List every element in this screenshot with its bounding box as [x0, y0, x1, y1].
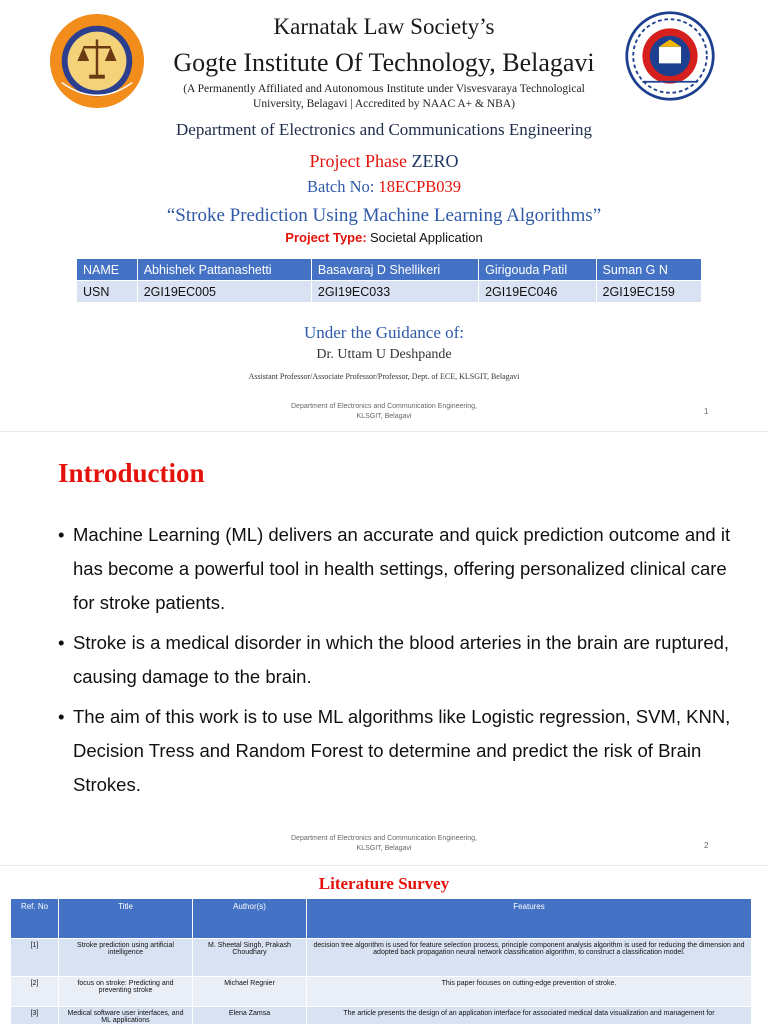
guidance-label: Under the Guidance of: — [303, 323, 465, 342]
slide-heading: Literature Survey — [318, 874, 450, 893]
bullet-icon: • — [58, 706, 65, 727]
footer-line-2: KLSGIT, Belagavi — [356, 413, 412, 420]
table-cell: decision tree algorithm is used for feature selection process, principle component analysis algorithm is used for reducing the dimension and adopted back propagation neural network classification algorithm, to construct a classification model. — [307, 939, 752, 977]
table-header-row — [11, 899, 752, 939]
introduction-slide — [0, 432, 768, 866]
batch-value: 18ECPB039 — [378, 177, 462, 196]
affiliation-line-2: University, Belagavi | Accredited by NAAC A+ & NBA) — [253, 98, 515, 110]
society-name: Karnatak Law Society’s — [273, 14, 495, 39]
project-type-value: Societal Application — [369, 230, 483, 245]
phase-label: Project Phase — [309, 151, 407, 171]
table-header-cell: Ref. No — [11, 899, 59, 939]
project-type — [0, 230, 768, 246]
project-title: “Stroke Prediction Using Machine Learning Algorithms” — [166, 205, 602, 226]
table-cell: Michael Regnier — [193, 977, 307, 1007]
bullet-icon: • — [58, 632, 65, 653]
table-cell: Abhishek Pattanashetti — [137, 259, 311, 281]
literature-survey-slide — [0, 866, 768, 1024]
table-header-cell: Author(s) — [193, 899, 307, 939]
table-cell: NAME — [77, 259, 138, 281]
title-slide — [0, 0, 768, 432]
table-cell: Elena Zamsa — [193, 1007, 307, 1024]
list-item — [58, 700, 738, 802]
table-cell: [3] — [11, 1007, 59, 1024]
bullet-list — [58, 518, 738, 808]
table-cell: Suman G N — [596, 259, 701, 281]
footer-line-1: Department of Electronics and Communication Engineering, — [291, 403, 477, 410]
project-phase — [0, 151, 768, 172]
bullet-icon: • — [58, 524, 65, 545]
footer-line-2: KLSGIT, Belagavi — [356, 845, 412, 852]
table-row — [11, 977, 752, 1007]
affiliation-line-1: (A Permanently Affiliated and Autonomous Institute under Visvesvaraya Technological — [183, 83, 585, 95]
table-cell: M. Sheetal Singh, Prakash Choudhary — [193, 939, 307, 977]
bullet-text: The aim of this work is to use ML algorithms like Logistic regression, SVM, KNN, Decision Tress and Random Forest to determine and predict the risk of Brain Strokes. — [73, 706, 731, 795]
table-cell: USN — [77, 281, 138, 303]
slide-heading: Introduction — [58, 458, 205, 488]
table-cell: [2] — [11, 977, 59, 1007]
team-table-header-row — [77, 259, 702, 281]
footer-line-1: Department of Electronics and Communication Engineering, — [291, 835, 477, 842]
institute-name: Gogte Institute Of Technology, Belagavi — [173, 48, 595, 77]
bullet-text: Machine Learning (ML) delivers an accurate and quick prediction outcome and it has become a powerful tool in health settings, offering personalized clinical care for stroke patients. — [73, 524, 731, 613]
table-row — [11, 939, 752, 977]
bullet-text: Stroke is a medical disorder in which the blood arteries in the brain are ruptured, causing damage to the brain. — [73, 632, 730, 687]
team-table-usn-row — [77, 281, 702, 303]
table-cell: 2GI19EC033 — [311, 281, 478, 303]
table-header-cell: Title — [59, 899, 193, 939]
project-type-label: Project Type: — [285, 230, 367, 245]
table-cell: focus on stroke: Predicting and preventing stroke — [59, 977, 193, 1007]
guide-name: Dr. Uttam U Deshpande — [316, 347, 452, 362]
slide-footer — [0, 834, 768, 854]
phase-value: ZERO — [411, 151, 459, 171]
table-cell: Girigouda Patil — [479, 259, 596, 281]
table-cell: Medical software user interfaces, and ML applications — [59, 1007, 193, 1024]
table-cell: This paper focuses on cutting-edge prevention of stroke. — [307, 977, 752, 1007]
table-cell: Basavaraj D Shellikeri — [311, 259, 478, 281]
literature-table — [10, 898, 752, 1024]
table-cell: 2GI19EC046 — [479, 281, 596, 303]
table-header-cell: Features — [307, 899, 752, 939]
slide-footer — [0, 402, 768, 422]
page-number: 1 — [704, 407, 709, 416]
list-item — [58, 518, 738, 620]
table-row — [11, 1007, 752, 1024]
batch-number — [0, 177, 768, 197]
table-cell: Stroke prediction using artificial intelligence — [59, 939, 193, 977]
affiliation-text — [0, 82, 768, 112]
table-cell: [1] — [11, 939, 59, 977]
batch-label: Batch No: — [306, 177, 375, 196]
list-item — [58, 626, 738, 694]
table-cell: The article presents the design of an application interface for associated medical data visualization and management for — [307, 1007, 752, 1024]
team-table — [76, 258, 702, 303]
department-name: Department of Electronics and Communications Engineering — [176, 120, 592, 139]
table-cell: 2GI19EC005 — [137, 281, 311, 303]
guide-designation: Assistant Professor/Associate Professor/Professor, Dept. of ECE, KLSGIT, Belagavi — [248, 372, 520, 381]
table-cell: 2GI19EC159 — [596, 281, 701, 303]
page-number: 2 — [704, 841, 709, 850]
